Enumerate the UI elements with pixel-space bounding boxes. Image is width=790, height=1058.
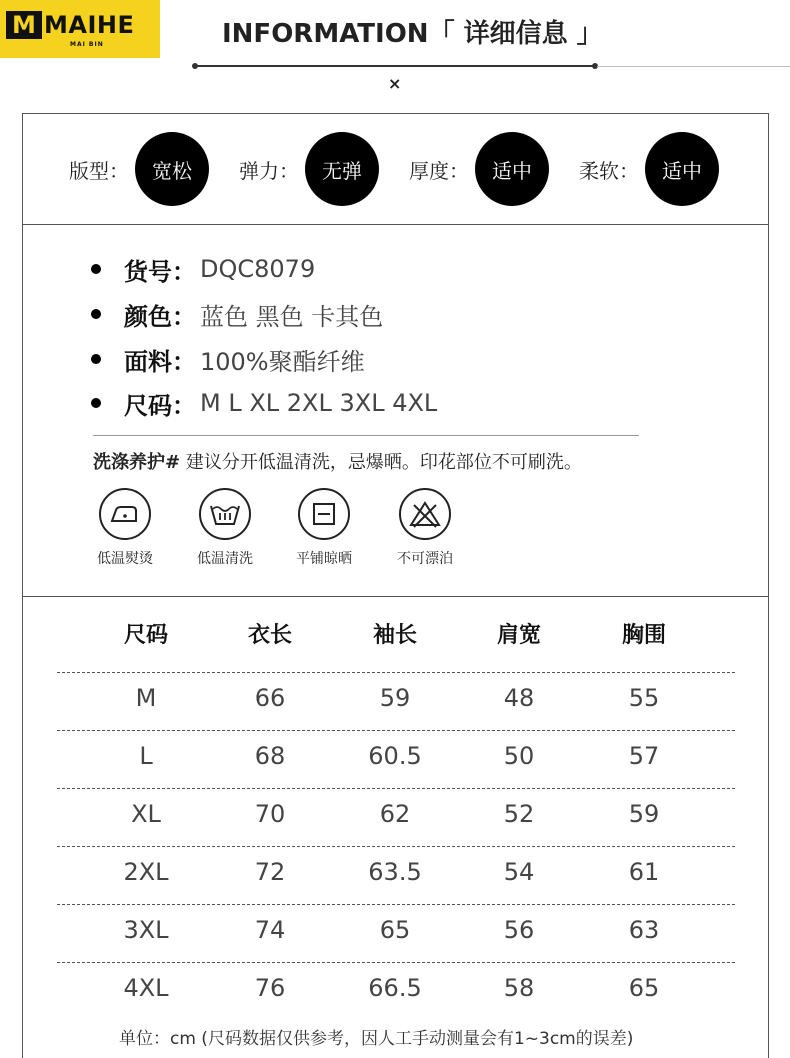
spec-item-color [91,296,383,332]
wash-low-temp-icon [199,488,251,540]
section-divider [23,596,768,597]
logo-wordmark: MAIHE [44,11,135,39]
logo-mark: M [6,11,42,39]
column-header-chest: 胸围 [621,623,666,648]
table-cell: 52 [503,800,535,828]
bullet-icon [91,264,101,274]
spec-value: 100%聚酯纤维 [200,347,365,376]
care-icon-label: 低温清洗 [197,551,253,567]
table-cell: 61 [628,858,660,886]
table-cell: 48 [503,684,535,712]
table-cell: 66.5 [368,974,422,1002]
column-header-length: 衣长 [247,623,292,648]
attribute-label: 厚度： [409,158,469,183]
spec-key: 面料： [124,347,196,376]
spec-value: DQC8079 [200,255,316,283]
care-divider [93,435,639,436]
spec-value: M L XL 2XL 3XL 4XL [200,389,438,417]
table-cell: 68 [254,742,286,770]
divider-x-mark: × [388,74,402,93]
table-row [23,962,768,1020]
iron-low-temp-icon [99,488,151,540]
table-cell: 76 [254,974,286,1002]
attribute-elasticity [239,132,379,206]
dry-flat-icon [298,488,350,540]
care-icon-label: 不可漂泊 [397,551,453,567]
care-instructions [93,448,582,474]
spec-value: 蓝色 黑色 卡其色 [200,302,384,331]
spec-key: 货号： [124,257,196,286]
care-item-bleach [375,488,475,568]
table-cell: 72 [254,858,286,886]
table-cell: 65 [628,974,660,1002]
table-cell: 2XL [123,858,169,886]
table-cell: 54 [503,858,535,886]
table-row [23,788,768,846]
column-header-shoulder: 肩宽 [496,623,541,648]
brand-logo [0,0,160,58]
table-row [23,904,768,962]
table-cell: 63.5 [368,858,422,886]
care-icon-label: 低温熨烫 [97,551,153,567]
table-cell: M [135,684,157,712]
table-cell: 57 [628,742,660,770]
attribute-row [23,114,768,224]
table-row [23,672,768,730]
bullet-icon [91,398,101,408]
table-cell: 59 [379,684,411,712]
title-divider-right [597,66,790,67]
table-cell: 58 [503,974,535,1002]
care-icon-label: 平铺晾晒 [296,551,352,567]
spec-item-size [91,385,437,421]
measurement-note: 单位：cm (尺码数据仅供参考，因人工手动测量会有1~3cm的误差) [119,1029,634,1049]
table-cell: 63 [628,916,660,944]
attribute-label: 弹力： [239,158,299,183]
attribute-badge: 宽松 [135,132,209,206]
bullet-icon [91,354,101,364]
spec-item-sku [91,251,315,287]
spec-key: 尺码： [124,391,196,420]
table-cell: 3XL [123,916,169,944]
table-cell: L [139,742,153,770]
attribute-label: 版型： [69,158,129,183]
care-item-iron [75,488,175,568]
table-cell: 62 [379,800,411,828]
care-item-wash [175,488,275,568]
attribute-badge: 适中 [475,132,549,206]
bullet-icon [91,309,101,319]
logo-subtitle: MAI BIN [70,41,104,48]
info-panel [22,113,769,1058]
column-header-sleeve: 袖长 [372,623,417,648]
table-cell: 66 [254,684,286,712]
attribute-softness [579,132,719,206]
attribute-fit [69,132,209,206]
table-cell: 56 [503,916,535,944]
care-label: 洗涤养护# [93,452,181,473]
table-cell: 74 [254,916,286,944]
care-text: 建议分开低温清洗，忌爆晒。印花部位不可刷洗。 [180,452,582,473]
page-title: INFORMATION「 详细信息 」 [222,19,603,49]
table-cell: 4XL [123,974,169,1002]
attribute-badge: 适中 [645,132,719,206]
column-header-size: 尺码 [123,623,168,648]
spec-item-fabric [91,341,365,377]
title-divider [195,65,595,67]
table-cell: 59 [628,800,660,828]
table-cell: XL [131,800,161,828]
attribute-thickness [409,132,549,206]
attribute-badge: 无弹 [305,132,379,206]
table-row [23,730,768,788]
attribute-label: 柔软： [579,158,639,183]
table-cell: 55 [628,684,660,712]
section-divider [23,224,768,225]
table-cell: 65 [379,916,411,944]
no-bleach-icon [399,488,451,540]
size-table-header [23,618,768,654]
care-item-dry [274,488,374,568]
table-cell: 50 [503,742,535,770]
spec-key: 颜色： [124,302,196,331]
table-row [23,846,768,904]
table-cell: 60.5 [368,742,422,770]
table-cell: 70 [254,800,286,828]
